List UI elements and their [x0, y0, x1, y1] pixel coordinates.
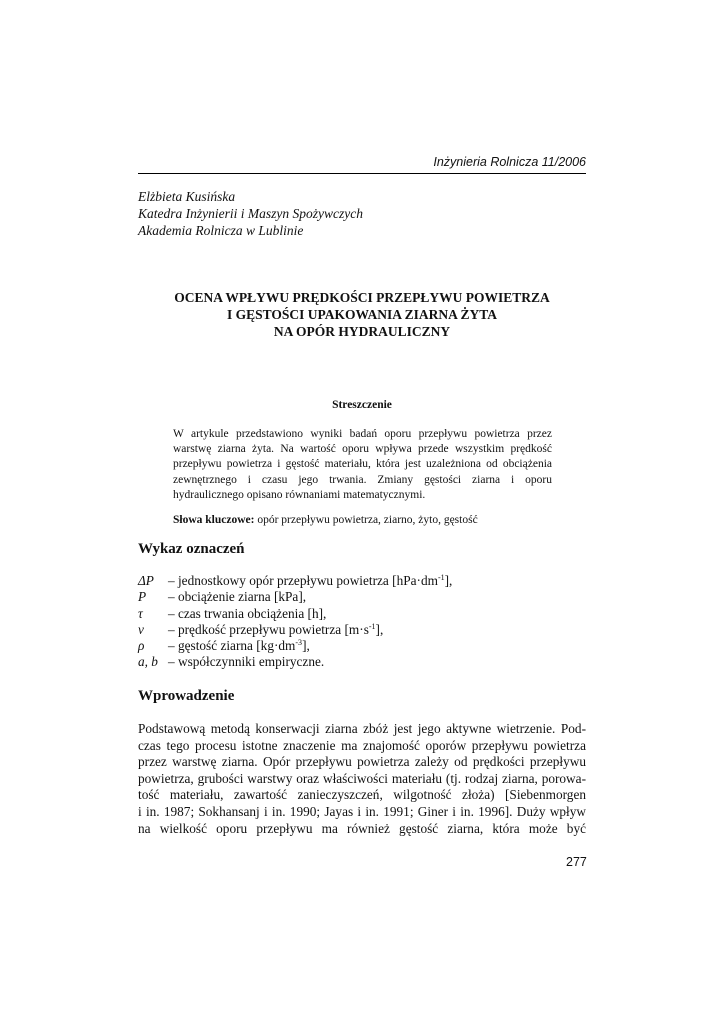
author-institution: Akademia Rolnicza w Lublinie: [138, 223, 304, 238]
intro-heading: Wprowadzenie: [138, 688, 235, 704]
page-number: 277: [566, 855, 587, 869]
symbol-desc: – czas trwania obciążenia [h],: [168, 605, 327, 621]
intro-line: i in. 1987; Sokhansanj i in. 1990; Jayas i in. 1991; Giner i in. 1996]. Duży wpływ: [138, 803, 586, 819]
intro-line: tość materiału, zawartość zanieczyszczeń, wilgotność złoża) [Siebenmorgen: [138, 787, 586, 803]
symbol-row: [138, 606, 452, 622]
abstract: [173, 427, 552, 503]
symbol-desc: – gęstość ziarna $[kg\cdot dm^{-3}]$,: [168, 638, 310, 654]
author-name: Elżbieta Kusińska: [138, 189, 236, 204]
symbol-desc: – jednostkowy opór przepływu powietrza $[hPa\cdot dm^{-1}]$,: [168, 573, 453, 588]
keywords-list: opór przepływu powietrza, ziarno, żyto, gęstość: [257, 514, 478, 526]
symbol: τ: [138, 605, 143, 621]
symbol: P: [138, 589, 147, 605]
intro-line: czas tego procesu istotne znaczenie ma znajomość oporów przepływu powietrza: [138, 737, 586, 753]
symbol-row: [138, 654, 452, 670]
abstract-heading: Streszczenie: [332, 399, 392, 411]
intro-line: Podstawową metodą konserwacji ziarna zbóż jest jego aktywne wietrzenie. Pod-: [138, 721, 586, 736]
running-header: [138, 155, 586, 174]
paper-title: [138, 289, 586, 340]
symbol-row: [138, 638, 452, 654]
keywords-label: Słowa kluczowe:: [173, 514, 255, 526]
symbol-desc: – współczynniki empiryczne.: [168, 654, 325, 670]
symbol-desc: – prędkość przepływu powietrza $[m\cdot s^{-1}]$,: [168, 621, 384, 637]
title-line: OCENA WPŁYWU PRĘDKOŚCI PRZEPŁYWU POWIETRZA: [174, 290, 550, 305]
author-block: [138, 188, 363, 239]
symbol-desc: – obciążenie ziarna [kPa],: [168, 589, 307, 605]
symbol-row: [138, 622, 452, 638]
symbols-list: [138, 573, 452, 671]
abstract-text: W artykule przedstawiono wyniki badań oporu przepływu powietrza przez warstwę ziarna żyta. Na wartość oporu wpływa przede wszystkim prędkość przepływu powietrza i gęstość materiału, która jest uzależniona od obciążenia zewnętrznego i czasu jego trwania. Zmiany gęstości ziarna i oporu hydraulicznego opisano równaniami matematycznymi.: [173, 428, 552, 501]
symbols-heading: Wykaz oznaczeń: [138, 541, 245, 557]
title-line: I GĘSTOŚCI UPAKOWANIA ZIARNA ŻYTA: [226, 307, 498, 322]
symbol-row: [138, 589, 452, 605]
symbol: v: [138, 621, 144, 637]
intro-paragraph: [138, 721, 586, 837]
journal-name: Inżynieria Rolnicza 11/2006: [433, 155, 586, 169]
keywords: [173, 514, 552, 526]
symbol: ρ: [138, 638, 145, 654]
intro-line: na wielkość oporu przepływu ma również gęstość ziarna, która może być: [138, 820, 586, 836]
symbol: ΔP: [138, 573, 154, 588]
symbol-row: [138, 573, 452, 589]
intro-line: przez warstwę ziarna. Opór przepływu powietrza zależy od prędkości przepływu: [138, 754, 586, 770]
symbol: a, b: [138, 654, 158, 670]
title-line: NA OPÓR HYDRAULICZNY: [273, 324, 451, 339]
author-department: Katedra Inżynierii i Maszyn Spożywczych: [138, 206, 363, 221]
intro-line: powietrza, grubości warstwy oraz właściwości materiału (tj. rodzaj ziarna, porowa-: [138, 770, 586, 786]
